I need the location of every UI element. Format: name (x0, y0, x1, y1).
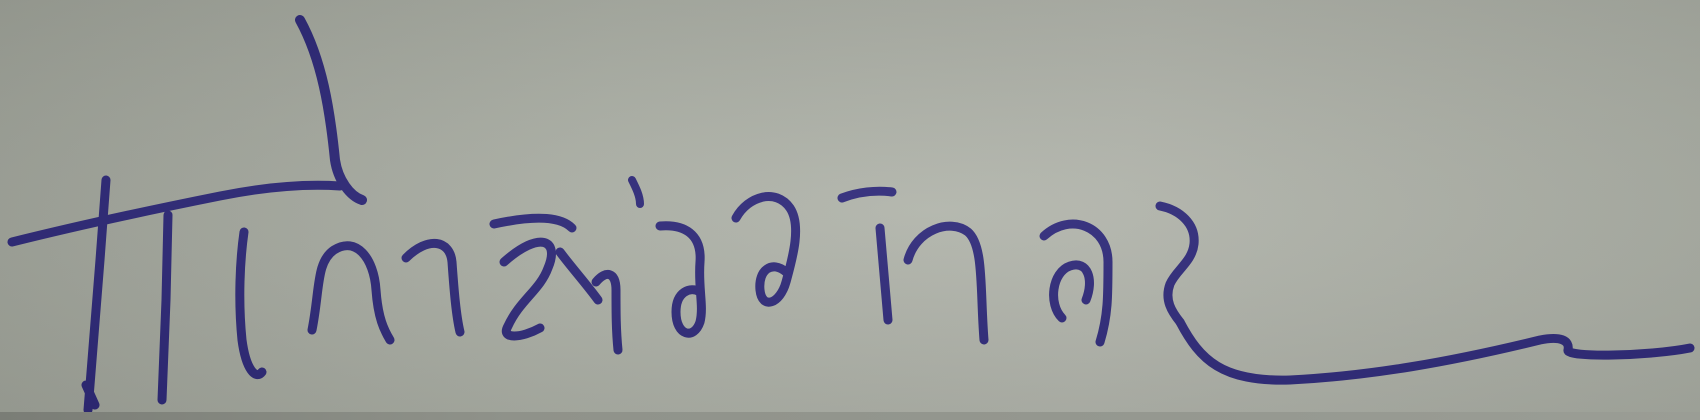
lead-stroke (12, 185, 340, 242)
letter-stroke (1044, 224, 1108, 342)
letter-stroke (86, 180, 106, 410)
letter-stroke (312, 246, 390, 340)
letter-stroke (240, 232, 262, 375)
letter-stroke (660, 226, 701, 333)
signature-strokes (12, 20, 1690, 410)
letter-stroke (560, 252, 598, 300)
letter-stroke (736, 197, 796, 303)
paper-edge (0, 412, 1700, 420)
letter-stroke (406, 243, 460, 332)
letter-stroke (1160, 206, 1194, 322)
letter-stroke (494, 218, 572, 336)
diacritic-stroke (632, 180, 640, 204)
letter-stroke (596, 274, 618, 350)
letter-stroke (908, 226, 984, 340)
ascender-stroke (300, 20, 362, 200)
letter-stroke (842, 191, 892, 320)
trailing-stroke (1180, 322, 1690, 380)
letter-stroke (162, 215, 168, 400)
